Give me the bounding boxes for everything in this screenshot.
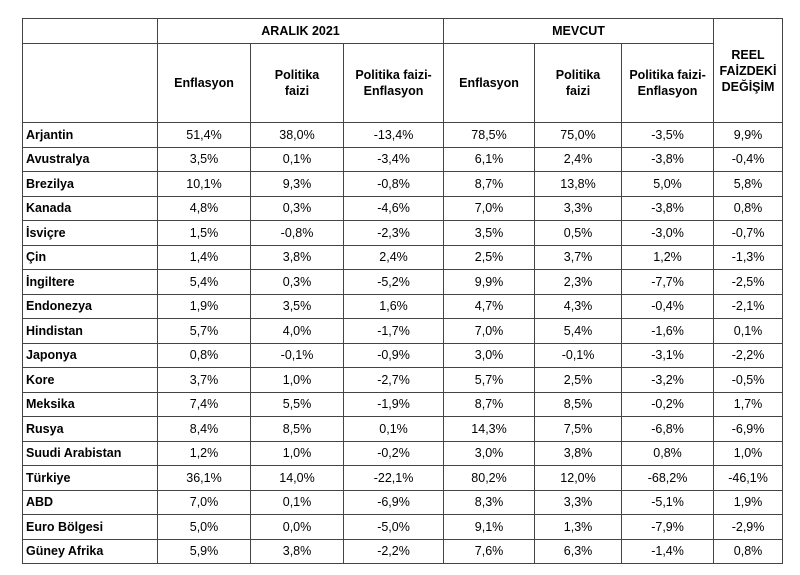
country-cell: Euro Bölgesi [23, 515, 158, 540]
table-row [23, 441, 783, 466]
table-row [23, 368, 783, 393]
table-row [23, 343, 783, 368]
col-header-enflasyon-mevcut [444, 44, 535, 123]
value-cell: -2,3% [344, 221, 444, 246]
col-header-politika-faizi-mevcut [535, 44, 622, 123]
value-cell: 12,0% [535, 466, 622, 491]
value-cell: -0,4% [622, 294, 714, 319]
value-cell: 0,3% [251, 270, 344, 295]
value-cell: 1,3% [535, 515, 622, 540]
country-cell: Japonya [23, 343, 158, 368]
table-row [23, 270, 783, 295]
table-row [23, 196, 783, 221]
value-cell: 36,1% [158, 466, 251, 491]
value-cell: 7,0% [444, 319, 535, 344]
value-cell: 1,9% [158, 294, 251, 319]
value-cell: -0,7% [714, 221, 783, 246]
value-cell: -0,8% [344, 172, 444, 197]
value-cell: 9,9% [714, 123, 783, 148]
table-row [23, 319, 783, 344]
table-row [23, 147, 783, 172]
group-header-aralik-2021: ARALIK 2021 [158, 19, 444, 44]
country-cell: Rusya [23, 417, 158, 442]
value-cell: -5,0% [344, 515, 444, 540]
value-cell: 5,7% [444, 368, 535, 393]
value-cell: 1,0% [251, 368, 344, 393]
value-cell: 1,4% [158, 245, 251, 270]
header-line: Enflasyon [637, 84, 698, 98]
value-cell: 5,5% [251, 392, 344, 417]
value-cell: -1,3% [714, 245, 783, 270]
header-line: Enflasyon [174, 76, 234, 90]
value-cell: 0,1% [251, 147, 344, 172]
value-cell: 0,1% [251, 490, 344, 515]
value-cell: 1,0% [251, 441, 344, 466]
value-cell: -6,9% [714, 417, 783, 442]
value-cell: 8,4% [158, 417, 251, 442]
header-line: Enflasyon [459, 76, 519, 90]
table-row [23, 466, 783, 491]
value-cell: 75,0% [535, 123, 622, 148]
group-header-row [23, 19, 783, 44]
value-cell: 6,3% [535, 539, 622, 564]
value-cell: -2,2% [714, 343, 783, 368]
value-cell: 0,1% [344, 417, 444, 442]
value-cell: 9,9% [444, 270, 535, 295]
value-cell: 4,0% [251, 319, 344, 344]
col-header-politika-faizi-2021 [251, 44, 344, 123]
group-header-mevcut: MEVCUT [444, 19, 714, 44]
table-row [23, 515, 783, 540]
value-cell: -13,4% [344, 123, 444, 148]
table-row [23, 245, 783, 270]
value-cell: -5,2% [344, 270, 444, 295]
value-cell: 4,8% [158, 196, 251, 221]
value-cell: 0,8% [158, 343, 251, 368]
value-cell: 5,9% [158, 539, 251, 564]
value-cell: 3,3% [535, 490, 622, 515]
reel-header-line: DEĞİŞİM [721, 79, 775, 94]
value-cell: -2,9% [714, 515, 783, 540]
value-cell: -0,2% [622, 392, 714, 417]
value-cell: 9,3% [251, 172, 344, 197]
value-cell: -2,2% [344, 539, 444, 564]
value-cell: -3,8% [622, 196, 714, 221]
value-cell: 3,7% [158, 368, 251, 393]
reel-faiz-header [714, 19, 783, 123]
value-cell: 8,7% [444, 172, 535, 197]
table-row [23, 294, 783, 319]
country-cell: Meksika [23, 392, 158, 417]
value-cell: 8,3% [444, 490, 535, 515]
value-cell: -1,6% [622, 319, 714, 344]
header-line: Politika [555, 68, 601, 82]
value-cell: 2,5% [535, 368, 622, 393]
value-cell: -2,7% [344, 368, 444, 393]
country-cell: Endonezya [23, 294, 158, 319]
value-cell: -22,1% [344, 466, 444, 491]
value-cell: 5,8% [714, 172, 783, 197]
value-cell: 2,4% [535, 147, 622, 172]
header-line: Politika faizi- [355, 68, 432, 82]
value-cell: 0,8% [714, 196, 783, 221]
value-cell: 51,4% [158, 123, 251, 148]
country-cell: Avustralya [23, 147, 158, 172]
value-cell: -0,2% [344, 441, 444, 466]
value-cell: -6,8% [622, 417, 714, 442]
value-cell: 0,3% [251, 196, 344, 221]
value-cell: -3,4% [344, 147, 444, 172]
value-cell: -2,1% [714, 294, 783, 319]
country-header-cell [23, 44, 158, 123]
value-cell: 0,8% [622, 441, 714, 466]
value-cell: -46,1% [714, 466, 783, 491]
value-cell: -1,9% [344, 392, 444, 417]
table-row [23, 123, 783, 148]
value-cell: -1,7% [344, 319, 444, 344]
value-cell: 2,5% [444, 245, 535, 270]
value-cell: 8,5% [535, 392, 622, 417]
country-cell: Kore [23, 368, 158, 393]
value-cell: -0,9% [344, 343, 444, 368]
value-cell: 6,1% [444, 147, 535, 172]
value-cell: 3,3% [535, 196, 622, 221]
value-cell: 7,5% [535, 417, 622, 442]
value-cell: 3,5% [158, 147, 251, 172]
value-cell: 0,0% [251, 515, 344, 540]
value-cell: 14,0% [251, 466, 344, 491]
value-cell: 5,7% [158, 319, 251, 344]
table-row [23, 172, 783, 197]
value-cell: 3,7% [535, 245, 622, 270]
value-cell: -0,1% [251, 343, 344, 368]
value-cell: 3,8% [535, 441, 622, 466]
value-cell: 5,4% [535, 319, 622, 344]
value-cell: 1,6% [344, 294, 444, 319]
value-cell: 5,0% [622, 172, 714, 197]
country-cell: Kanada [23, 196, 158, 221]
value-cell: -5,1% [622, 490, 714, 515]
value-cell: -7,7% [622, 270, 714, 295]
value-cell: -1,4% [622, 539, 714, 564]
country-cell: Arjantin [23, 123, 158, 148]
country-cell: Hindistan [23, 319, 158, 344]
reel-header-line: REEL [731, 47, 765, 62]
value-cell: 3,8% [251, 539, 344, 564]
value-cell: 5,4% [158, 270, 251, 295]
value-cell: 9,1% [444, 515, 535, 540]
col-header-enflasyon-2021 [158, 44, 251, 123]
value-cell: -4,6% [344, 196, 444, 221]
value-cell: 2,3% [535, 270, 622, 295]
value-cell: 0,8% [714, 539, 783, 564]
table-row [23, 417, 783, 442]
value-cell: 1,5% [158, 221, 251, 246]
country-cell: Suudi Arabistan [23, 441, 158, 466]
country-cell: Çin [23, 245, 158, 270]
col-header-fark-mevcut [622, 44, 714, 123]
country-cell: İsviçre [23, 221, 158, 246]
value-cell: 13,8% [535, 172, 622, 197]
value-cell: -3,0% [622, 221, 714, 246]
value-cell: 7,0% [158, 490, 251, 515]
value-cell: -3,1% [622, 343, 714, 368]
value-cell: 1,7% [714, 392, 783, 417]
value-cell: 3,5% [444, 221, 535, 246]
header-line: Politika [274, 68, 320, 82]
value-cell: -0,4% [714, 147, 783, 172]
value-cell: 1,0% [714, 441, 783, 466]
table-row [23, 490, 783, 515]
value-cell: 3,0% [444, 343, 535, 368]
value-cell: -68,2% [622, 466, 714, 491]
corner-cell [23, 19, 158, 44]
value-cell: 3,5% [251, 294, 344, 319]
value-cell: -7,9% [622, 515, 714, 540]
value-cell: 7,0% [444, 196, 535, 221]
country-cell: Güney Afrika [23, 539, 158, 564]
value-cell: 3,0% [444, 441, 535, 466]
header-line: faizi [284, 84, 310, 98]
value-cell: 38,0% [251, 123, 344, 148]
header-line: faizi [565, 84, 591, 98]
value-cell: 10,1% [158, 172, 251, 197]
value-cell: 1,2% [158, 441, 251, 466]
value-cell: -6,9% [344, 490, 444, 515]
reel-header-line: FAİZDEKİ [719, 63, 777, 78]
value-cell: 14,3% [444, 417, 535, 442]
country-cell: ABD [23, 490, 158, 515]
column-header-row [23, 44, 783, 123]
value-cell: 1,9% [714, 490, 783, 515]
value-cell: 8,7% [444, 392, 535, 417]
value-cell: 0,1% [714, 319, 783, 344]
value-cell: 2,4% [344, 245, 444, 270]
value-cell: -0,5% [714, 368, 783, 393]
table-row [23, 221, 783, 246]
value-cell: 4,7% [444, 294, 535, 319]
value-cell: 80,2% [444, 466, 535, 491]
value-cell: 1,2% [622, 245, 714, 270]
value-cell: -3,5% [622, 123, 714, 148]
value-cell: -2,5% [714, 270, 783, 295]
value-cell: 7,4% [158, 392, 251, 417]
table-row [23, 539, 783, 564]
inflation-rate-table [22, 18, 783, 564]
country-cell: Türkiye [23, 466, 158, 491]
table-row [23, 392, 783, 417]
col-header-fark-2021 [344, 44, 444, 123]
value-cell: -3,2% [622, 368, 714, 393]
header-line: Enflasyon [363, 84, 424, 98]
value-cell: 5,0% [158, 515, 251, 540]
value-cell: 0,5% [535, 221, 622, 246]
country-cell: İngiltere [23, 270, 158, 295]
table-body [23, 123, 783, 564]
country-cell: Brezilya [23, 172, 158, 197]
header-line: Politika faizi- [629, 68, 706, 82]
value-cell: 3,8% [251, 245, 344, 270]
value-cell: -3,8% [622, 147, 714, 172]
value-cell: 4,3% [535, 294, 622, 319]
value-cell: -0,1% [535, 343, 622, 368]
value-cell: 7,6% [444, 539, 535, 564]
value-cell: 8,5% [251, 417, 344, 442]
value-cell: 78,5% [444, 123, 535, 148]
value-cell: -0,8% [251, 221, 344, 246]
